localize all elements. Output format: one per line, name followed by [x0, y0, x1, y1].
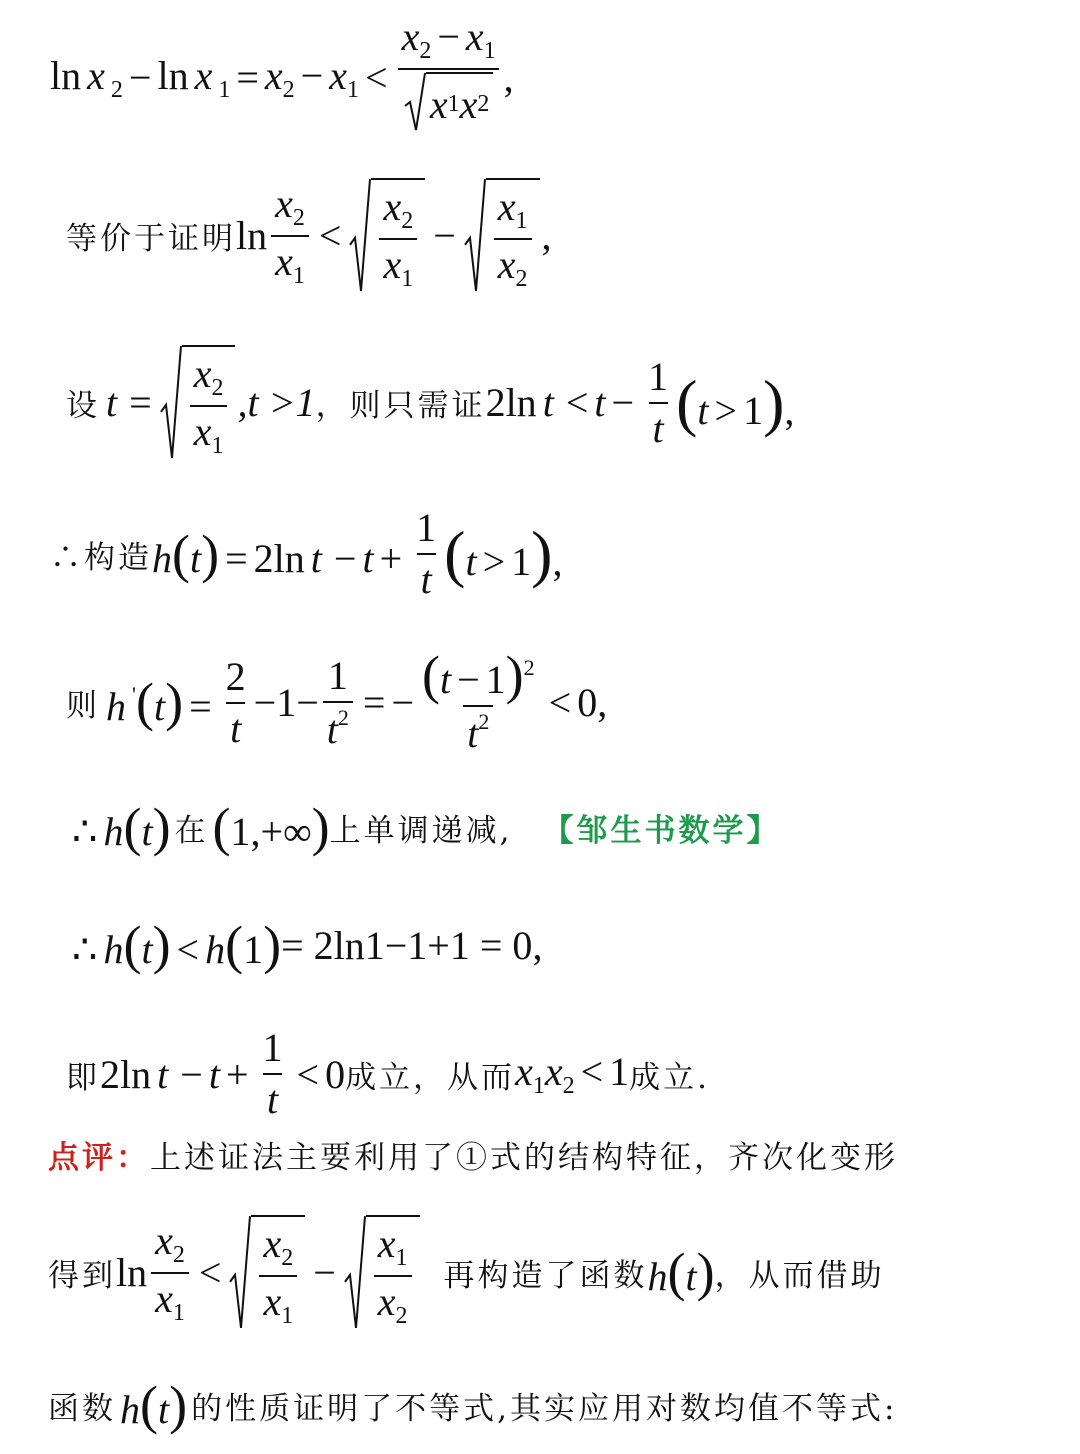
- evaluated-expr: = 2ln1−1+1 = 0: [281, 923, 533, 968]
- ineq-2lnt: 2ln t < t −: [485, 380, 635, 426]
- remark-label: 点评：: [48, 1140, 150, 1176]
- remark-line-1: [48, 1132, 1080, 1177]
- h-of-t-def: h(t) = 2ln t − t +: [152, 523, 403, 584]
- less-than: <: [365, 55, 388, 101]
- ln: ln: [116, 1250, 148, 1296]
- x1x2-lt-1: $x_1x_2 < 1$: [515, 1049, 630, 1099]
- function-text: 函数: [48, 1391, 116, 1427]
- eq1-x2-minus-x1: $x_2 - x_1$: [264, 52, 359, 103]
- h-of-t: h(t): [120, 1375, 188, 1435]
- minus: −: [433, 213, 456, 259]
- t-condition: ,t >1: [237, 380, 316, 426]
- on-text: 在: [174, 813, 209, 849]
- sqrt-x1x2: x 1 x 2: [404, 72, 494, 132]
- comma: ,: [532, 923, 543, 968]
- eq1-fraction: $x_2 - x_1$ x 1 x 2: [398, 14, 500, 142]
- minus: −: [128, 55, 152, 101]
- frac-x2-x1: $\frac{x_2}{x_1}$: [151, 1218, 189, 1327]
- equals-minus: = −: [362, 680, 414, 725]
- comma: ,: [503, 55, 514, 101]
- sqrt-x2-over-x1: $\frac{x_2}{x_1}$: [160, 345, 236, 460]
- t-gt-1: (t > 1),: [444, 518, 563, 589]
- let-text: 设: [66, 388, 100, 425]
- remark-line-2: [48, 1215, 1080, 1330]
- eq1-ln-x1: ln x $_1$: [157, 52, 231, 103]
- frac-1-over-t: $\frac{1}{t}$: [648, 353, 669, 451]
- sqrt-x1-over-x2: $\frac{x_1}{x_2}$: [464, 178, 540, 293]
- frac-2-over-t: $\frac{2}{t}$: [225, 653, 246, 751]
- less-than: <: [198, 1250, 222, 1296]
- equals: =: [129, 380, 152, 426]
- only-need-prove-text: ，则只需证: [315, 388, 486, 425]
- h-t-lt-h-1: ∴ h(t) < h(1): [72, 915, 282, 975]
- equation-line-6: [66, 797, 1080, 857]
- construct-function-text: 再构造了函数: [443, 1258, 648, 1295]
- namely-text: 即: [66, 1059, 100, 1096]
- frac-t-minus-1-squared: $\frac{(t - 1)^2}{t^2}$: [422, 645, 535, 756]
- thereby-text: ，从而借助: [714, 1258, 885, 1295]
- then-text: 则: [66, 688, 100, 724]
- sqrt-x2-over-x1: $\frac{x_2}{x_1}$: [349, 178, 425, 293]
- equation-line-1: [50, 14, 1080, 142]
- sqrt-x1-over-x2: $\frac{x_1}{x_2}$: [344, 1215, 420, 1330]
- holds-text-1: 成立，从而: [345, 1059, 516, 1096]
- frac-1-over-t: $\frac{1}{t}$: [262, 1025, 283, 1122]
- sqrt-x2-over-x1: $\frac{x_2}{x_1}$: [229, 1215, 305, 1330]
- t: t: [106, 380, 118, 426]
- equation-line-7: [66, 915, 1080, 975]
- frac-1-over-t: $\frac{1}{t}$: [416, 505, 437, 602]
- minus: −: [313, 1250, 336, 1296]
- less-than: <: [318, 213, 342, 259]
- decreasing-text: 上单调递减,: [329, 813, 513, 849]
- got-text: 得到: [48, 1258, 116, 1295]
- holds-text-2: 成立.: [629, 1059, 711, 1096]
- brand-tag: 【邹生书数学】: [542, 813, 781, 849]
- equation-line-3: [66, 345, 1080, 460]
- t-gt-1: (t > 1),: [676, 366, 795, 438]
- remark-text-3: 的性质证明了不等式,其实应用对数均值不等式:: [191, 1391, 898, 1427]
- lt-zero: < 0: [296, 1051, 346, 1097]
- remark-line-3: [48, 1375, 1080, 1435]
- h-prime-of-t: h '(t) =: [106, 672, 212, 732]
- equation-line-5: [66, 645, 1080, 757]
- h-of-t: ∴ h(t): [72, 797, 171, 857]
- interval: (1,+∞): [212, 797, 330, 857]
- equation-line-4: [50, 505, 1080, 603]
- lt-zero: < 0,: [548, 680, 608, 725]
- equation-line-8: [66, 1025, 1080, 1123]
- remark-text-1: 上述证法主要利用了①式的结构特征，齐次化变形: [150, 1140, 898, 1176]
- minus-one: −1−: [253, 680, 319, 725]
- construct-text: ∴构造: [50, 539, 152, 576]
- h-of-t: h(t): [647, 1242, 715, 1303]
- equation-line-2: [66, 178, 1080, 293]
- eq1-ln-x2: ln x $_2$: [50, 52, 123, 103]
- frac-x2-x1: $\frac{x_2}{x_1}$: [271, 181, 309, 290]
- comma: ,: [541, 213, 552, 259]
- equivalent-text: 等价于证明: [66, 221, 236, 258]
- expr-2lnt: 2ln t − t +: [100, 1051, 249, 1097]
- ln: ln: [236, 213, 268, 259]
- equals: =: [236, 55, 259, 101]
- frac-1-over-t2: $\frac{1}{t^2}$: [323, 653, 353, 753]
